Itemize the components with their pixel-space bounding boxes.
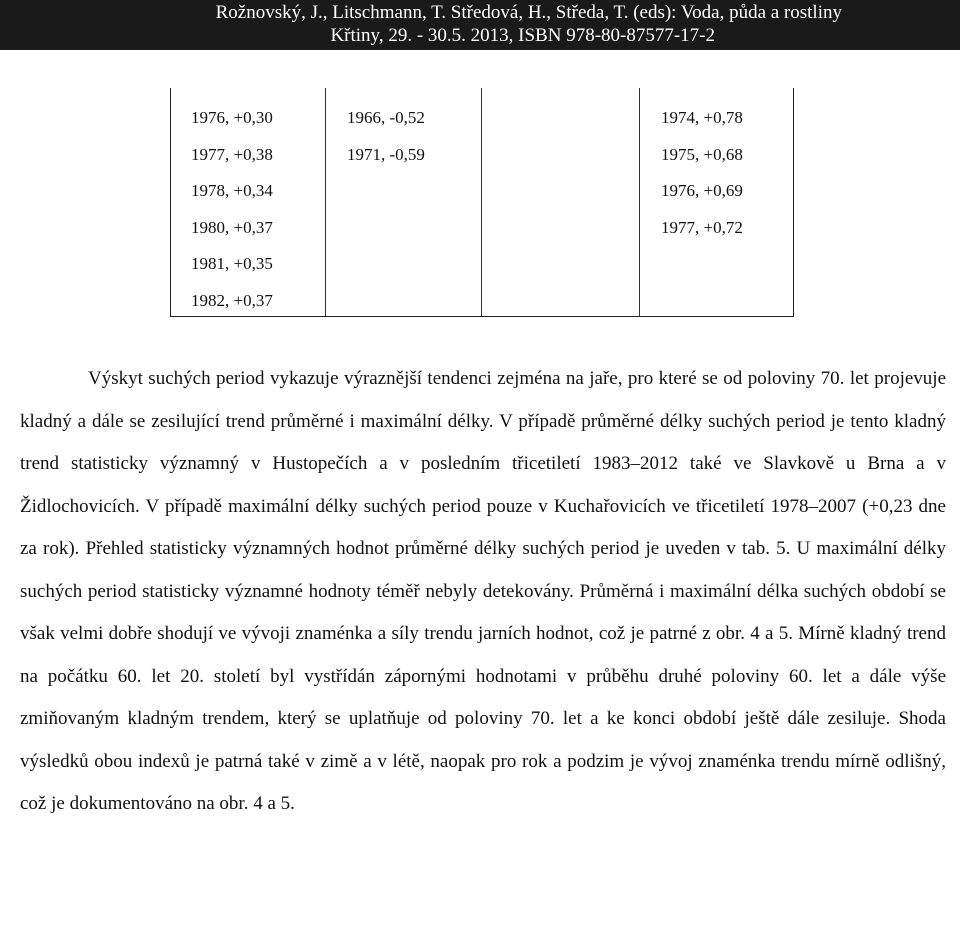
table-cell: 1982, +0,37 xyxy=(191,290,273,310)
table-cell: 1974, +0,78 xyxy=(661,108,743,127)
table-divider xyxy=(481,88,482,316)
table-cell: 1971, -0,59 xyxy=(347,144,425,164)
table-divider xyxy=(325,88,326,316)
table-cell: 1980, +0,37 xyxy=(191,217,273,237)
header-venue-isbn: Křtiny, 29. - 30.5. 2013, ISBN 978-80-87577-17-2 xyxy=(330,25,715,46)
table-cell: 1975, +0,68 xyxy=(661,144,743,164)
table-column-4 xyxy=(661,100,743,246)
table-cell: 1978, +0,34 xyxy=(191,181,273,200)
header-citation: Rožnovský, J., Litschmann, T. Středová, H., Středa, T. (eds): Voda, půda a rostliny xyxy=(215,2,842,23)
table-fragment xyxy=(170,88,794,317)
table-cell: 1976, +0,30 xyxy=(191,108,273,127)
table-column-2 xyxy=(347,100,425,173)
body-text xyxy=(20,358,946,826)
table-cell: 1977, +0,38 xyxy=(191,144,273,164)
table-divider xyxy=(639,88,640,316)
table-column-1 xyxy=(191,100,273,319)
paragraph: Výskyt suchých period vykazuje výraznější tendenci zejména na jaře, pro které se od poloviny 70. let projevuje kladný a dále se zesilující trend průměrné i maximální délky. V případě průměrné délky suchých period je tento kladný trend statisticky významný v Hustopečích a v posledním třicetiletí 1983–2012 také ve Slavkově u Brna a v Židlochovicích. V případě maximální délky suchých period pouze v Kuchařovicích ve třicetiletí 1978–2007 (+0,23 dne za rok). Přehled statisticky významných hodnot průměrné délky suchých period je uveden v tab. 5. U maximální délky suchých period statisticky významné hodnoty téměř nebyly detekovány. Průměrná i maximální délka suchých období se však velmi dobře shodují ve vývoji znaménka a síly trendu jarních hodnot, což je patrné z obr. 4 a 5. Mírně kladný trend na počátku 60. let 20. století byl vystřídán zápornými hodnotami v průběhu druhé poloviny 60. let a dále výše zmiňovaným kladným trendem, který se uplatňuje od poloviny 70. let a ke konci období ještě dále zesiluje. Shoda výsledků obou indexů je patrná také v zimě a v létě, naopak pro rok a podzim je vývoj znaménka trendu mírně odlišný, což je dokumentováno na obr. 4 a 5. xyxy=(20,368,946,814)
table-cell: 1976, +0,69 xyxy=(661,181,743,200)
table-cell: 1966, -0,52 xyxy=(347,108,425,127)
table-cell: 1981, +0,35 xyxy=(191,254,273,273)
table-cell: 1977, +0,72 xyxy=(661,217,743,237)
running-header xyxy=(0,0,960,50)
